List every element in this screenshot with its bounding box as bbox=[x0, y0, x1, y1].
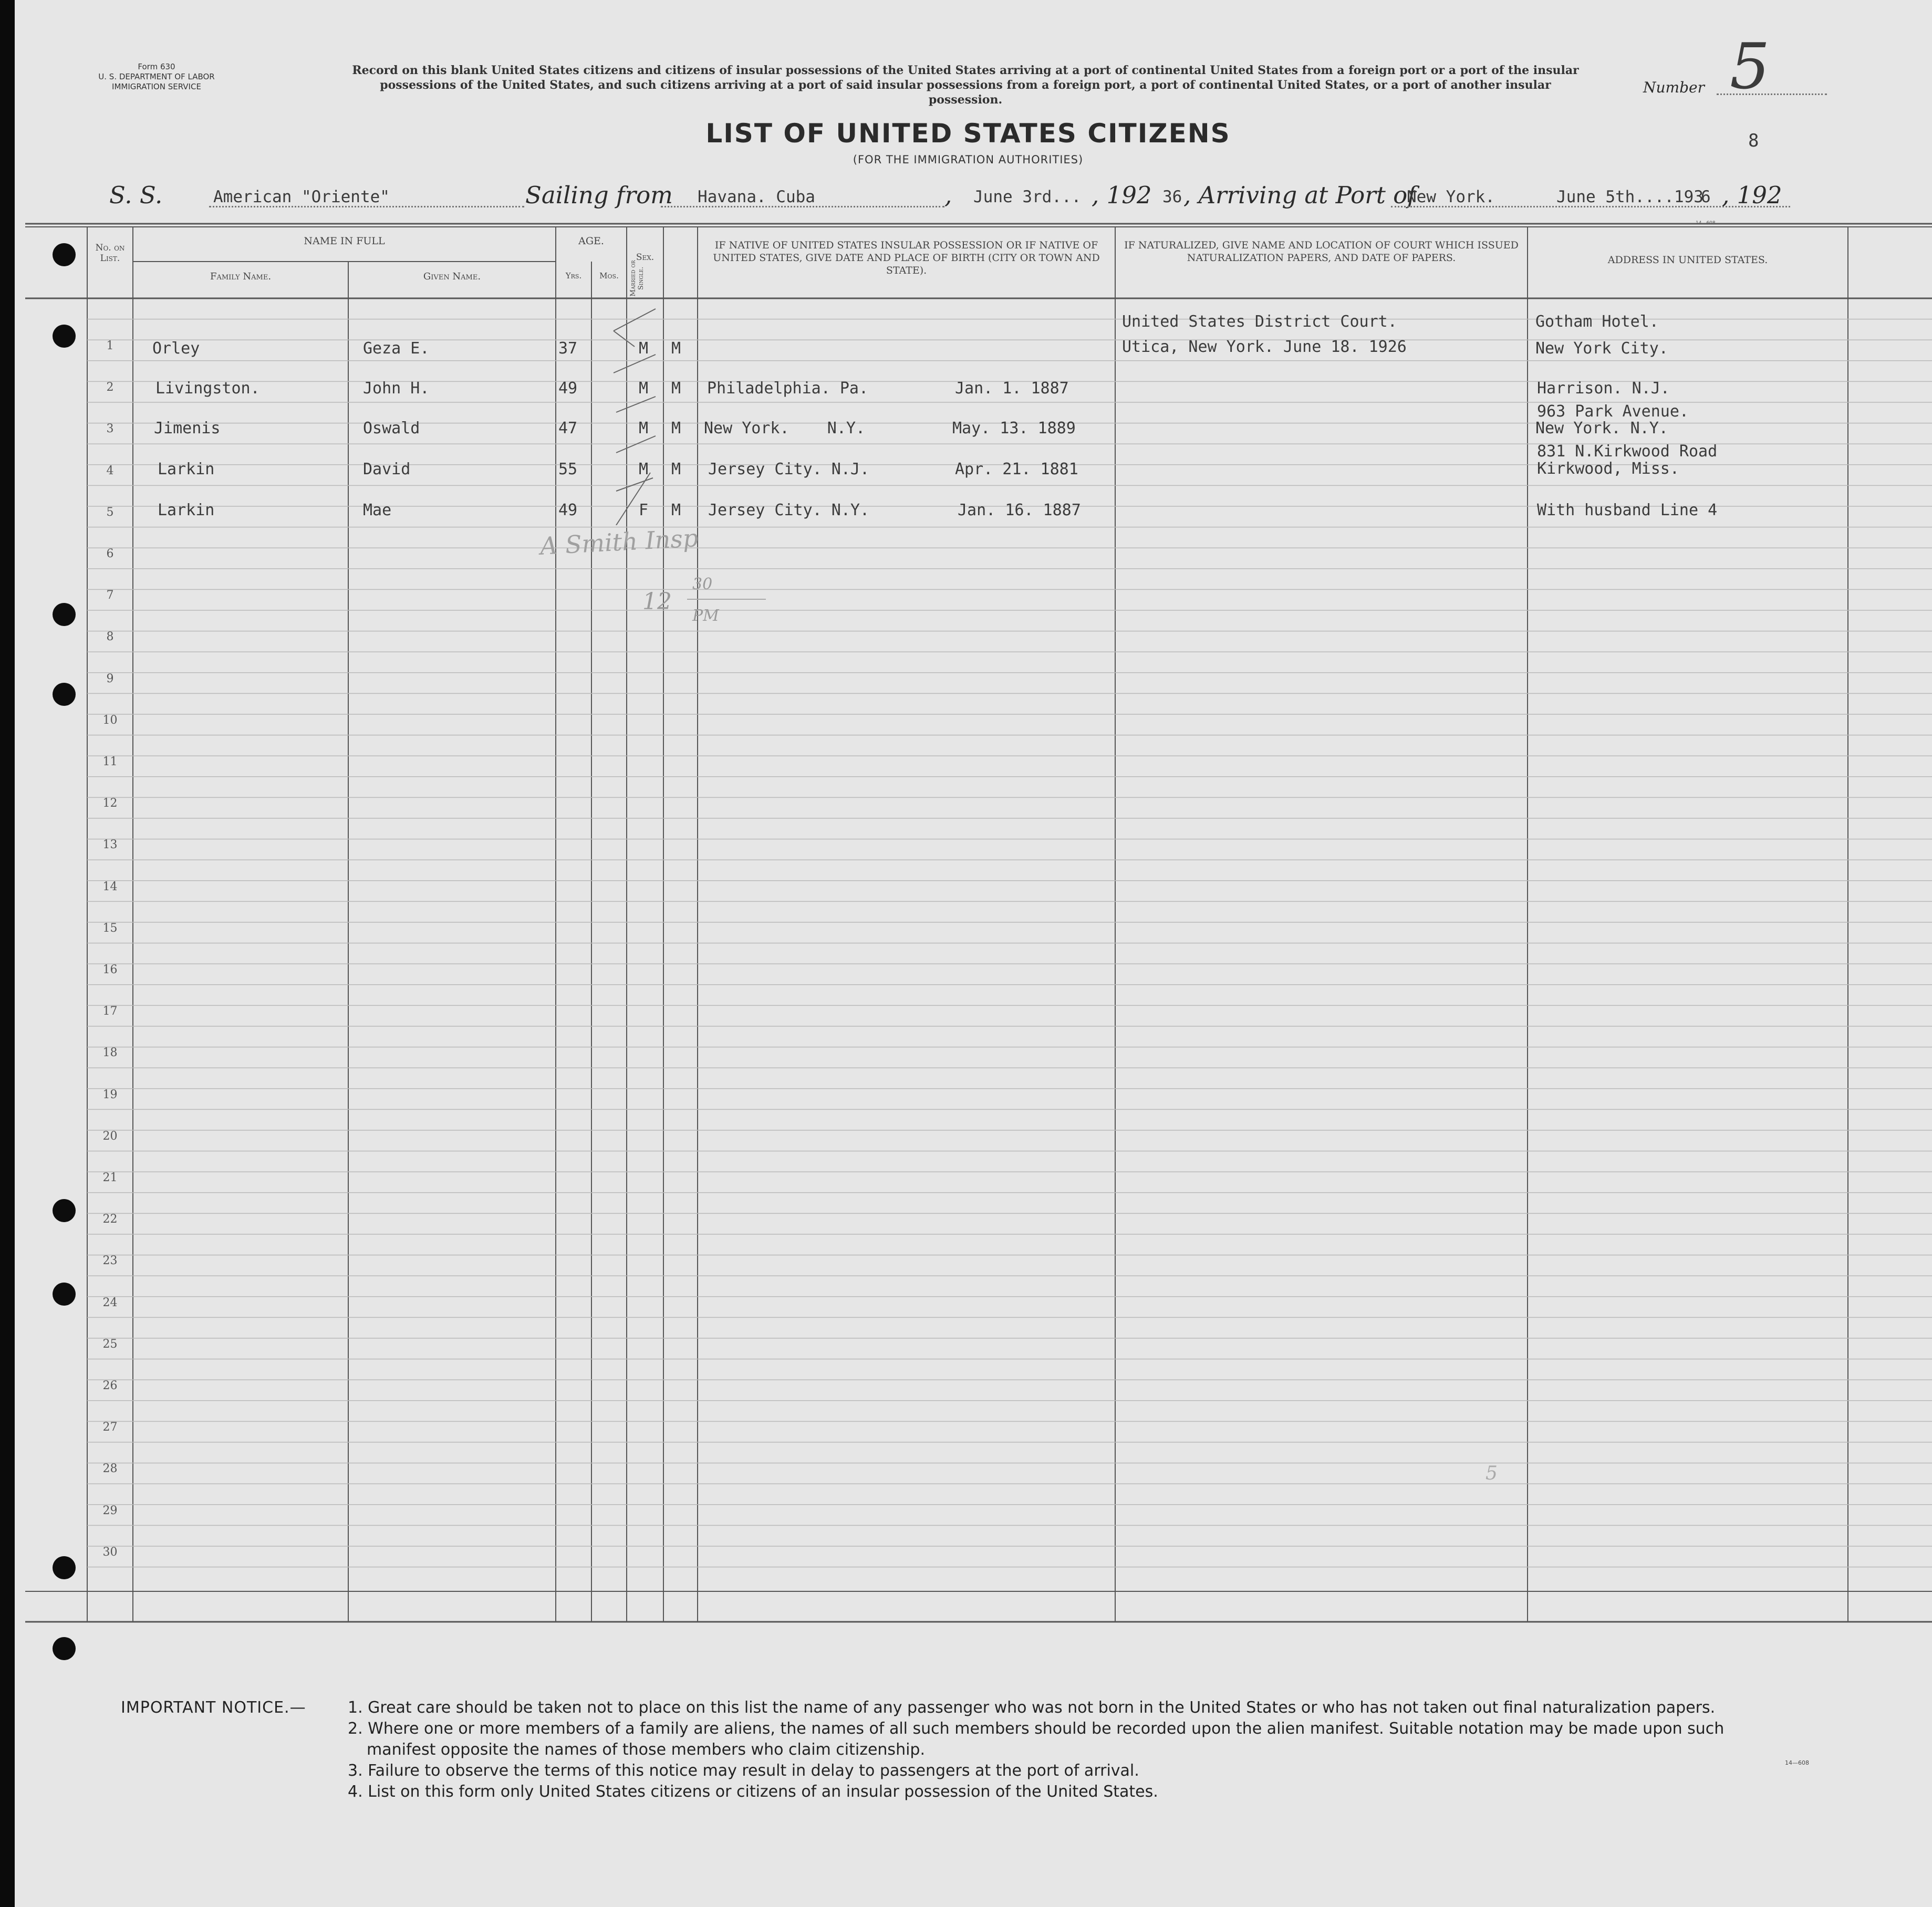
header-given-name: Given Name. bbox=[423, 271, 481, 282]
marital-status: M bbox=[671, 419, 681, 437]
row-number: 1 bbox=[106, 339, 114, 352]
row-number: 14 bbox=[102, 880, 118, 893]
row-number: 11 bbox=[102, 755, 118, 768]
time-hour: 12 bbox=[642, 588, 672, 615]
sail-date: June 3rd... bbox=[973, 187, 1082, 206]
arrival-year-printed: , 192 bbox=[1722, 181, 1782, 209]
row-number: 15 bbox=[102, 922, 118, 935]
given-name: Mae bbox=[363, 501, 392, 519]
arrival-date: June 5th....193 bbox=[1556, 187, 1704, 206]
given-name: Geza E. bbox=[363, 339, 430, 358]
ss-label: S. S. bbox=[109, 181, 163, 209]
sail-year-typed: 36 bbox=[1162, 187, 1182, 206]
row-number: 28 bbox=[102, 1462, 118, 1475]
birth-date: Jan. 16. 1887 bbox=[958, 501, 1081, 519]
header-age: AGE. bbox=[578, 235, 604, 247]
arriving-label: , Arriving at Port of bbox=[1183, 181, 1416, 209]
sailing-label: Sailing from bbox=[525, 181, 673, 209]
address-line-1: 963 Park Avenue. bbox=[1537, 402, 1689, 421]
notice-item-2-cont: manifest opposite the names of those members who claim citizenship. bbox=[367, 1741, 925, 1759]
bottom-form-code: 14—608 bbox=[1785, 1759, 1809, 1766]
notice-item-3: 3. Failure to observe the terms of this notice may result in delay to passengers at the port of arrival. bbox=[348, 1762, 1139, 1780]
row-number: 17 bbox=[102, 1005, 118, 1018]
marital-status: M bbox=[671, 460, 681, 478]
row-number: 10 bbox=[102, 714, 118, 727]
header-yrs: Yrs. bbox=[565, 271, 582, 280]
court-line-2: Utica, New York. June 18. 1926 bbox=[1122, 338, 1407, 356]
address-line-1: With husband Line 4 bbox=[1537, 501, 1718, 519]
notice-item-1: 1. Great care should be taken not to place on this list the name of any passenger who was not born in the United States or who has not taken out final naturalization papers. bbox=[348, 1698, 1716, 1717]
header-married: Married or Single. bbox=[629, 260, 645, 297]
birth-date: May. 13. 1889 bbox=[952, 419, 1076, 437]
given-name: David bbox=[363, 460, 411, 478]
age-years: 47 bbox=[558, 419, 578, 437]
number-label: Number bbox=[1643, 79, 1705, 96]
arrival-port: New York. bbox=[1407, 187, 1495, 206]
important-notice bbox=[121, 1697, 1907, 1802]
sex: M bbox=[639, 419, 649, 437]
page-title: LIST OF UNITED STATES CITIZENS bbox=[705, 118, 1231, 149]
row-number: 26 bbox=[102, 1379, 118, 1392]
row-number: 23 bbox=[102, 1254, 118, 1267]
address-line-1: 831 N.Kirkwood Road bbox=[1537, 442, 1718, 461]
marital-status: M bbox=[671, 379, 681, 398]
header-birth: IF NATIVE OF UNITED STATES INSULAR POSSESSION OR IF NATIVE OF UNITED STATES, GIVE DATE AND PLACE OF BIRTH (CITY OR TOWN AND STATE). bbox=[713, 239, 1100, 276]
birth-place: New York. N.Y. bbox=[704, 419, 866, 437]
address-line-2: New York. N.Y. bbox=[1535, 419, 1668, 437]
birth-place: Jersey City. N.J. bbox=[708, 460, 870, 478]
department-name: U. S. DEPARTMENT OF LABOR bbox=[98, 72, 215, 81]
time-ampm: PM bbox=[692, 607, 719, 625]
row-number: 4 bbox=[106, 464, 114, 477]
notice-item-4: 4. List on this form only United States citizens or citizens of an insular possession of the United States. bbox=[348, 1783, 1158, 1801]
marital-status: M bbox=[671, 501, 681, 519]
row-number: 3 bbox=[106, 422, 114, 435]
side-number: 8 bbox=[1748, 130, 1759, 151]
row-number: 29 bbox=[102, 1504, 118, 1517]
pencil-five: 5 bbox=[1486, 1463, 1498, 1484]
service-name: IMMIGRATION SERVICE bbox=[112, 82, 201, 91]
family-name: Jimenis bbox=[154, 419, 221, 437]
row-number: 19 bbox=[102, 1088, 118, 1101]
row-number: 20 bbox=[102, 1130, 118, 1143]
header-name-in-full: NAME IN FULL bbox=[304, 235, 385, 247]
row-number: 25 bbox=[102, 1338, 118, 1351]
birth-date: Jan. 1. 1887 bbox=[955, 379, 1069, 398]
header-address: ADDRESS IN UNITED STATES. bbox=[1607, 254, 1768, 266]
row-number: 12 bbox=[102, 797, 118, 810]
family-name: Livingston. bbox=[155, 379, 260, 398]
sex: M bbox=[639, 339, 649, 358]
header-naturalized: IF NATURALIZED, GIVE NAME AND LOCATION OF COURT WHICH ISSUED NATURALIZATION PAPERS, AND DATE OF PAPERS. bbox=[1124, 239, 1519, 264]
family-name: Larkin bbox=[158, 501, 215, 519]
address-line-2: Kirkwood, Miss. bbox=[1537, 460, 1679, 478]
family-name: Orley bbox=[152, 339, 200, 358]
marital-status: M bbox=[671, 339, 681, 358]
form-number: Form 630 bbox=[138, 62, 175, 71]
row-number: 8 bbox=[106, 630, 114, 643]
row-number: 5 bbox=[106, 506, 114, 519]
page-subtitle: (FOR THE IMMIGRATION AUTHORITIES) bbox=[853, 153, 1084, 166]
record-instructions: Record on this blank United States citizens and citizens of insular possessions of the United States arriving at a port of continental United States from a foreign port or a port of the insular possessions of the United States, and such citizens arriving at a port of said insular possessions from a foreign port, a port of continental United States, or a port of another insular possession. bbox=[352, 64, 1579, 107]
court-line-1: United States District Court. bbox=[1122, 312, 1397, 331]
sex: M bbox=[639, 379, 649, 398]
header-family-name: Family Name. bbox=[210, 271, 272, 282]
birth-date: Apr. 21. 1881 bbox=[955, 460, 1078, 478]
age-years: 37 bbox=[558, 339, 578, 358]
arrival-year-typed: 6 bbox=[1701, 187, 1711, 206]
given-name: Oswald bbox=[363, 419, 420, 437]
row-number: 13 bbox=[102, 838, 118, 851]
address-line-1: Harrison. N.J. bbox=[1537, 379, 1670, 398]
birth-place: Philadelphia. Pa. bbox=[707, 379, 869, 398]
header-no-on-list: No. on List. bbox=[95, 243, 125, 264]
given-name: John H. bbox=[363, 379, 430, 398]
row-number: 27 bbox=[102, 1421, 118, 1434]
age-years: 55 bbox=[558, 460, 578, 478]
row-number: 24 bbox=[102, 1296, 118, 1309]
pencil-check-marks bbox=[593, 305, 698, 525]
manifest-page bbox=[15, 0, 1932, 1907]
row-number: 18 bbox=[102, 1046, 118, 1059]
from-port: Havana. Cuba bbox=[698, 187, 815, 206]
sex: F bbox=[639, 501, 649, 519]
sex: M bbox=[639, 460, 649, 478]
ship-name: American "Oriente" bbox=[213, 187, 390, 206]
handwritten-number: 5 bbox=[1730, 30, 1770, 103]
age-years: 49 bbox=[558, 501, 578, 519]
row-number: 16 bbox=[102, 963, 118, 976]
row-number: 21 bbox=[102, 1171, 118, 1184]
printer-code: 14—608 bbox=[1696, 221, 1716, 226]
time-minutes: 30 bbox=[692, 575, 713, 593]
sail-year-printed: , 192 bbox=[1092, 181, 1152, 209]
age-years: 49 bbox=[558, 379, 578, 398]
row-number: 9 bbox=[106, 672, 114, 685]
address-line-1: Gotham Hotel. bbox=[1535, 312, 1659, 331]
date-comma: , bbox=[944, 181, 952, 209]
notice-label: IMPORTANT NOTICE.— bbox=[121, 1698, 306, 1717]
header-mos: Mos. bbox=[599, 271, 619, 280]
address-line-2: New York City. bbox=[1535, 339, 1668, 358]
row-number: 6 bbox=[106, 547, 114, 560]
time-fraction-line bbox=[687, 599, 766, 600]
row-number: 30 bbox=[102, 1546, 118, 1559]
header-sex: Sex. bbox=[636, 252, 655, 263]
row-number: 2 bbox=[106, 381, 114, 394]
family-name: Larkin bbox=[158, 460, 215, 478]
birth-place: Jersey City. N.Y. bbox=[708, 501, 870, 519]
row-number: 7 bbox=[106, 589, 114, 602]
notice-item-2: 2. Where one or more members of a family are aliens, the names of all such members should be recorded upon the alien manifest. Suitable notation may be made upon such bbox=[348, 1720, 1725, 1738]
inspector-signature: A Smith Insp bbox=[539, 524, 699, 560]
row-number: 22 bbox=[102, 1213, 118, 1226]
